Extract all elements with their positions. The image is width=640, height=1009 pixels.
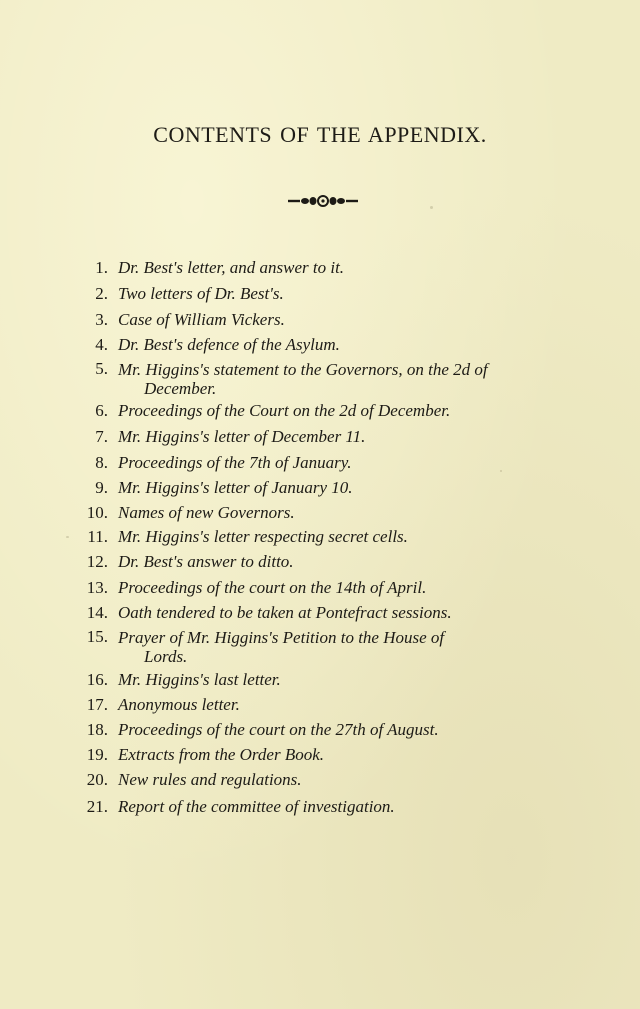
- entry-text-line: Mr. Higgins's statement to the Governors, on the 2d of: [118, 360, 488, 379]
- entry-text: Oath tendered to be taken at Pontefract sessions.: [118, 603, 452, 622]
- entry-number: 3.: [95, 310, 108, 329]
- entry-text: Dr. Best's defence of the Asylum.: [118, 335, 340, 354]
- entry-number: 19.: [86, 745, 108, 764]
- entry-number: 13.: [86, 578, 108, 597]
- entry-number: 10.: [86, 503, 108, 522]
- entry-number: 2.: [95, 284, 108, 303]
- entry-number: 21.: [86, 797, 108, 816]
- entry-text: Dr. Best's answer to ditto.: [118, 552, 294, 571]
- entry-text: Mr. Higgins's letter of January 10.: [118, 478, 353, 497]
- entry-text: Case of William Vickers.: [118, 310, 285, 329]
- entry-text: Proceedings of the court on the 14th of April.: [118, 578, 427, 597]
- entry-text: Extracts from the Order Book.: [118, 745, 325, 764]
- entry-number: 12.: [86, 552, 108, 571]
- entry-number: 4.: [95, 335, 108, 354]
- entry-text: [118, 628, 560, 666]
- entry-text: Mr. Higgins's letter respecting secret cells.: [118, 527, 408, 546]
- entry-number: 5.: [95, 359, 108, 378]
- entry-number: 16.: [86, 670, 108, 689]
- entry-text: Two letters of Dr. Best's.: [118, 284, 284, 303]
- entry-text-line: Prayer of Mr. Higgins's Petition to the House of: [118, 628, 445, 647]
- entry-text-continuation: December.: [144, 379, 217, 398]
- entry-text: Proceedings of the court on the 27th of August.: [118, 720, 439, 739]
- entry-text-continuation: Lords.: [144, 647, 188, 666]
- entry-number: 9.: [95, 478, 108, 497]
- entry-text: Dr. Best's letter, and answer to it.: [118, 258, 345, 277]
- entry-number: 8.: [95, 453, 108, 472]
- entry-number: 1.: [95, 258, 108, 277]
- entry-text: Mr. Higgins's letter of December 11.: [118, 427, 366, 446]
- entry-number: 14.: [86, 603, 108, 622]
- entry-text: New rules and regulations.: [118, 770, 302, 789]
- entry-text: Anonymous letter.: [118, 695, 240, 714]
- entry-number: 7.: [95, 427, 108, 446]
- page-title: CONTENTS OF THE APPENDIX.: [153, 122, 487, 147]
- entry-number: 15.: [86, 627, 108, 646]
- entry-number: 20.: [86, 770, 108, 789]
- entry-text: [118, 360, 560, 398]
- entry-text: Report of the committee of investigation.: [118, 797, 395, 816]
- entry-text: Proceedings of the Court on the 2d of December.: [118, 401, 451, 420]
- entry-number: 18.: [86, 720, 108, 739]
- entry-text: Proceedings of the 7th of January.: [118, 453, 352, 472]
- entry-text: Mr. Higgins's last letter.: [118, 670, 281, 689]
- entry-number: 17.: [86, 695, 108, 714]
- entry-number: 11.: [87, 527, 108, 546]
- entry-text: Names of new Governors.: [118, 503, 295, 522]
- entry-number: 6.: [95, 401, 108, 420]
